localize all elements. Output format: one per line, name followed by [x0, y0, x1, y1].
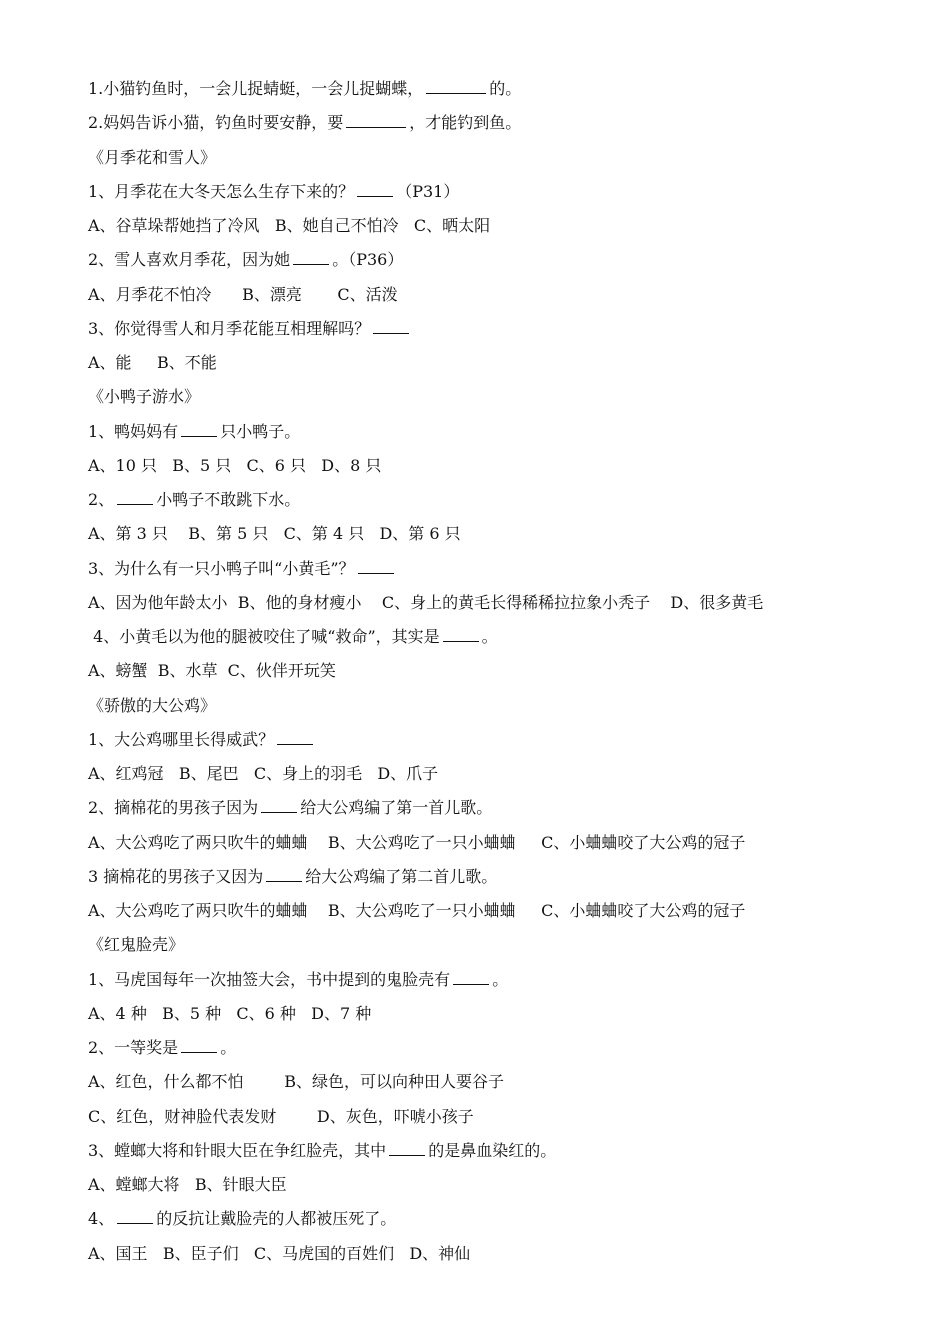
text-run: 4、: [88, 1209, 115, 1229]
text-run: 的。: [489, 79, 522, 98]
text-run: 2、雪人喜欢月季花，因为她: [88, 250, 291, 270]
question-line: [88, 489, 300, 511]
answer-options: [88, 1174, 287, 1196]
text-run: 3、你觉得雪人和月季花能互相理解吗？: [88, 318, 371, 338]
answer-blank[interactable]: [266, 866, 302, 882]
answer-blank[interactable]: [277, 729, 313, 745]
question-line: [88, 318, 412, 340]
answer-options: [88, 1071, 504, 1093]
text-run: 。: [220, 1038, 237, 1057]
answer-blank[interactable]: [453, 969, 489, 985]
answer-blank[interactable]: [117, 489, 153, 505]
text-run: 3、为什么有一只小鸭子叫“小黄毛”？: [88, 558, 355, 578]
question-line: [88, 729, 316, 751]
text-run: 的是鼻血染红的。: [428, 1140, 557, 1160]
answer-blank[interactable]: [443, 626, 479, 642]
answer-blank[interactable]: [293, 249, 329, 265]
text-run: A、第 3 只 B、第 5 只 C、第 4 只 D、第 6 只: [88, 524, 461, 544]
answer-options: [88, 832, 745, 854]
answer-blank[interactable]: [346, 112, 406, 128]
answer-blank[interactable]: [373, 318, 409, 334]
text-run: 1、大公鸡哪里长得威武？: [88, 729, 275, 749]
answer-blank[interactable]: [181, 421, 217, 437]
question-line: [88, 421, 300, 443]
answer-options: [88, 1106, 474, 1128]
text-run: 。: [481, 627, 498, 646]
answer-options: [88, 284, 398, 306]
text-run: 1、鸭妈妈有: [88, 421, 179, 441]
answer-blank[interactable]: [117, 1208, 153, 1224]
text-run: 小鸭子不敢跳下水。: [156, 490, 301, 509]
answer-options: [88, 660, 336, 682]
text-run: 2、摘棉花的男孩子因为: [88, 798, 259, 818]
text-run: 。: [492, 969, 509, 989]
answer-options: [88, 1003, 371, 1025]
text-run: 2、: [88, 490, 115, 509]
text-run: A、红鸡冠 B、尾巴 C、身上的羽毛 D、爪子: [88, 764, 439, 783]
text-run: （P31）: [396, 181, 460, 201]
question-line: [88, 78, 521, 100]
answer-blank[interactable]: [181, 1037, 217, 1053]
text-run: A、螳螂大将 B、针眼大臣: [88, 1175, 287, 1194]
question-line: [88, 181, 459, 203]
text-run: 给大公鸡编了第二首儿歌。: [305, 866, 498, 886]
text-run: 3 摘棉花的男孩子又因为: [88, 866, 264, 886]
text-run: 1.小猫钓鱼时，一会儿捉蜻蜓，一会儿捉蝴蝶，: [88, 79, 424, 98]
section-title: [88, 695, 216, 717]
section-title: [88, 147, 216, 169]
text-run: A、能 B、不能: [88, 353, 217, 372]
answer-blank[interactable]: [426, 78, 486, 94]
answer-options: [88, 523, 461, 545]
answer-options: [88, 1243, 470, 1265]
question-line: [88, 1037, 236, 1059]
text-run: 2.妈妈告诉小猫，钓鱼时要安静，要: [88, 113, 344, 133]
question-line: [88, 969, 508, 991]
text-run: C、红色，财神脸代表发财 D、灰色，吓唬小孩子: [88, 1106, 474, 1126]
question-line: [88, 112, 521, 134]
answer-options: [88, 900, 745, 922]
text-run: A、大公鸡吃了两只吹牛的蛐蛐 B、大公鸡吃了一只小蛐蛐 C、小蛐蛐咬了大公鸡的冠子: [88, 832, 746, 852]
answer-options: [88, 763, 438, 785]
text-run: A、谷草垛帮她挡了冷风 B、她自己不怕冷 C、晒太阳: [88, 216, 491, 235]
question-line: [88, 1140, 556, 1162]
text-run: 3、螳螂大将和针眼大臣在争红脸壳，其中: [88, 1140, 387, 1160]
text-run: 。（P36）: [332, 250, 404, 270]
answer-options: [88, 592, 763, 614]
question-line: [88, 1208, 396, 1230]
question-line: [88, 249, 403, 271]
text-run: 的反抗让戴脸壳的人都被压死了。: [156, 1209, 397, 1229]
text-run: A、红色，什么都不怕 B、绿色，可以向种田人要谷子: [88, 1072, 505, 1092]
answer-blank[interactable]: [389, 1140, 425, 1156]
text-run: A、月季花不怕冷 B、漂亮 C、活泼: [88, 284, 398, 304]
text-run: 4、小黄毛以为他的腿被咬住了喊“救命”，其实是: [88, 627, 440, 646]
answer-blank[interactable]: [357, 181, 393, 197]
text-run: 《红鬼脸壳》: [88, 935, 185, 955]
text-run: A、国王 B、臣子们 C、马虎国的百姓们 D、神仙: [88, 1243, 471, 1263]
text-run: ，才能钓到鱼。: [409, 113, 522, 133]
answer-options: [88, 455, 381, 477]
text-run: 1、月季花在大冬天怎么生存下来的？: [88, 181, 355, 201]
text-run: 《小鸭子游水》: [88, 387, 201, 407]
text-run: 1、马虎国每年一次抽签大会，书中提到的鬼脸壳有: [88, 969, 451, 989]
question-line: [88, 797, 492, 819]
answer-options: [88, 215, 490, 237]
text-run: 只小鸭子。: [220, 421, 301, 441]
text-run: A、10 只 B、5 只 C、6 只 D、8 只: [88, 455, 382, 475]
question-line: [88, 558, 397, 580]
section-title: [88, 934, 184, 956]
text-run: A、4 种 B、5 种 C、6 种 D、7 种: [88, 1003, 372, 1023]
answer-blank[interactable]: [261, 797, 297, 813]
question-line: [88, 866, 497, 888]
text-run: 《月季花和雪人》: [88, 147, 217, 167]
answer-options: [88, 352, 217, 374]
text-run: 《骄傲的大公鸡》: [88, 695, 217, 715]
text-run: A、螃蟹 B、水草 C、伙伴开玩笑: [88, 661, 336, 681]
section-title: [88, 386, 200, 408]
text-run: 给大公鸡编了第一首儿歌。: [300, 798, 493, 818]
answer-blank[interactable]: [358, 558, 394, 574]
question-line: [88, 626, 498, 648]
text-run: A、因为他年龄太小 B、他的身材瘦小 C、身上的黄毛长得稀稀拉拉象小秃子 D、很多黄毛: [88, 592, 764, 612]
text-run: 2、一等奖是: [88, 1038, 179, 1057]
text-run: A、大公鸡吃了两只吹牛的蛐蛐 B、大公鸡吃了一只小蛐蛐 C、小蛐蛐咬了大公鸡的冠子: [88, 901, 746, 920]
